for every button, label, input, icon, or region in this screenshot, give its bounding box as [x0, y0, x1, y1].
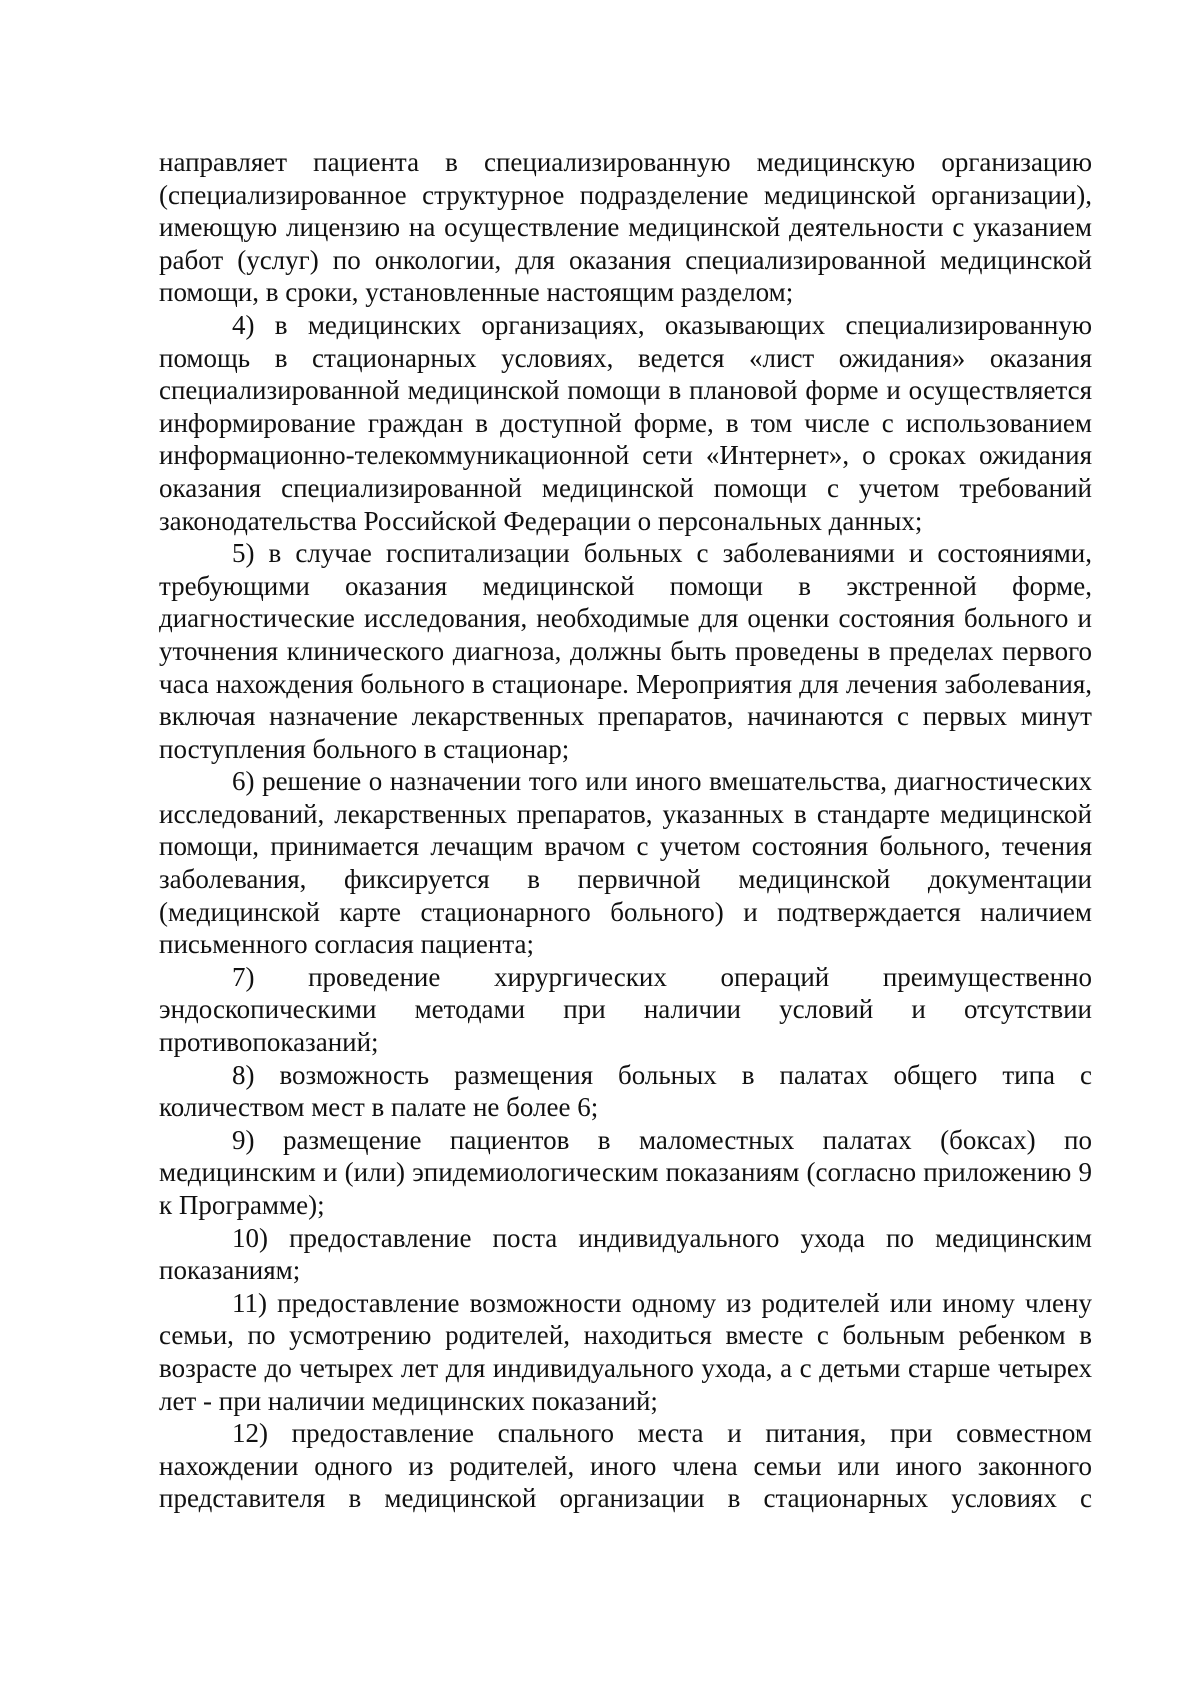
paragraph-item-12: 12) предоставление спального места и питания, при совместном нахождении одного из родителей, иного члена семьи или иного законного представителя в медицинской организации в стационарных условиях с: [159, 1418, 1092, 1514]
paragraph-item-10: 10) предоставление поста индивидуального ухода по медицинским показаниям;: [159, 1222, 1092, 1286]
paragraph-item-6: 6) решение о назначении того или иного вмешательства, диагностических исследований, лекарственных препаратов, указанных в стандарте медицинской помощи, принимается лечащим врачом с учетом состояния больного, течения заболевания, фиксируется в первичной медицинской документации (медицинской карте стационарного больного) и подтверждается наличием письменного согласия пациента;: [159, 766, 1092, 960]
paragraph-item-8: 8) возможность размещения больных в палатах общего типа с количеством мест в палате не более 6;: [159, 1059, 1092, 1123]
paragraph-item-5: 5) в случае госпитализации больных с заболеваниями и состояниями, требующими оказания медицинской помощи в экстренной форме, диагностические исследования, необходимые для оценки состояния больного и уточнения клинического диагноза, должны быть проведены в пределах первого часа нахождения больного в стационаре. Мероприятия для лечения заболевания, включая назначение лекарственных препаратов, начинаются с первых минут поступления больного в стационар;: [159, 538, 1092, 764]
paragraph-item-7: 7) проведение хирургических операций преимущественно эндоскопическими методами при наличии условий и отсутствии противопоказаний;: [159, 961, 1092, 1058]
paragraph-item-11: 11) предоставление возможности одному из родителей или иному члену семьи, по усмотрению родителей, находиться вместе с больным ребенком в возрасте до четырех лет для индивидуального ухода, а с детьми старше четырех лет - при наличии медицинских показаний;: [159, 1287, 1092, 1416]
paragraph-item-9: 9) размещение пациентов в маломестных палатах (боксах) по медицинским и (или) эпидемиологическим показаниям (согласно приложению 9 к Программе);: [159, 1124, 1092, 1220]
document-page: [159, 146, 1092, 1515]
paragraph-item-4: 4) в медицинских организациях, оказывающих специализированную помощь в стационарных условиях, ведется «лист ожидания» оказания специализированной медицинской помощи в плановой форме и осуществляется информирование граждан в доступной форме, в том числе с использованием информационно-телекоммуникационной сети «Интернет», о сроках ожидания оказания специализированной медицинской помощи с учетом требований законодательства Российской Федерации о персональных данных;: [159, 309, 1092, 536]
paragraph-continuation: направляет пациента в специализированную медицинскую организацию (специализированное структурное подразделение медицинской организации), имеющую лицензию на осуществление медицинской деятельности с указанием работ (услуг) по онкологии, для оказания специализированной медицинской помощи, в сроки, установленные настоящим разделом;: [159, 147, 1092, 308]
